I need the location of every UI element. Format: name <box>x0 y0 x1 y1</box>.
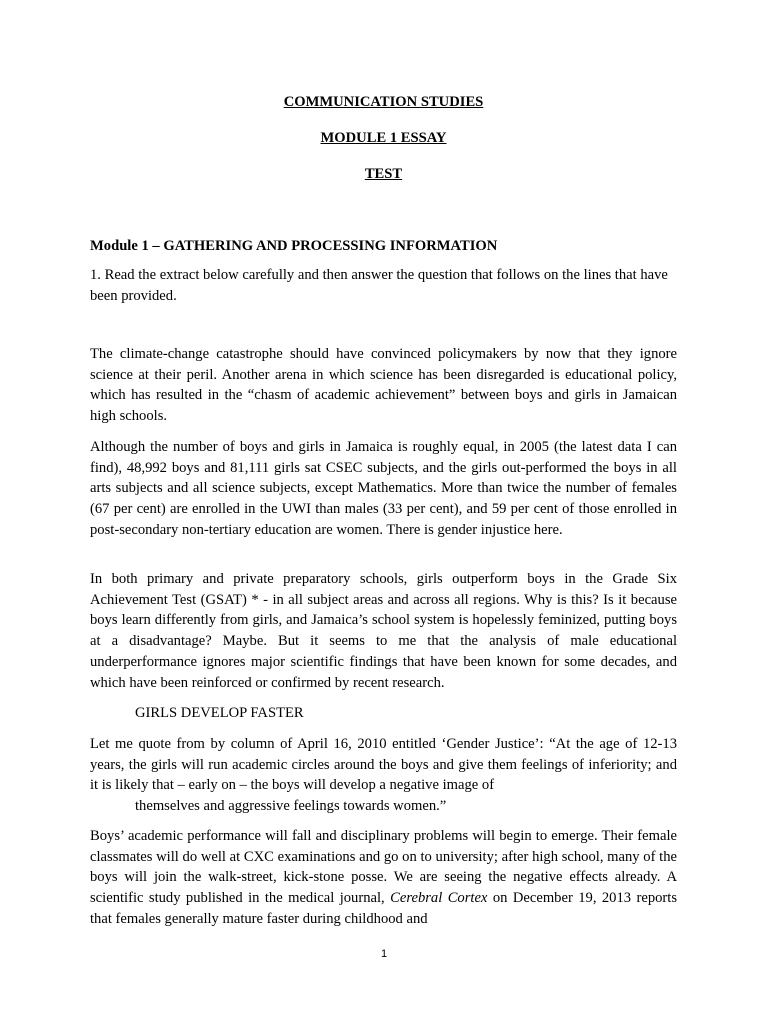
paragraph-climate: The climate-change catastrophe should have convinced policymakers by now that they ignore science at their peril. Another arena in which science has been disregarded is educational policy, which has resulted in the “chasm of academic achievement” between boys and girls in Jamaican high schools. <box>90 346 677 425</box>
paragraph-gsat: In both primary and private preparatory schools, girls outperform boys in the Grade Six Achievement Test (GSAT) * - in all subject areas and across all regions. Why is this? Is it because boys learn differently from girls, and Jamaica’s school system is hopelessly feminized, putting boys at a disadvantage? Maybe. But it seems to me that the analysis of male educational underperformance ignores major scientific findings that have been known for some decades, and which have been reinforced or confirmed by recent research. <box>90 571 677 691</box>
paragraph-quote-tail: themselves and aggressive feelings towards women.” <box>135 798 447 814</box>
subheading-girls-develop-faster: GIRLS DEVELOP FASTER <box>135 705 304 721</box>
title-module-essay: MODULE 1 ESSAY <box>320 130 447 146</box>
module-heading: Module 1 – GATHERING AND PROCESSING INFORMATION <box>90 238 498 254</box>
paragraph-enrollment: Although the number of boys and girls in Jamaica is roughly equal, in 2005 (the latest data I can find), 48,992 boys and 81,111 girls sat CSEC subjects, and the girls out-performed the boys in all arts subjects and all science subjects, except Mathematics. More than twice the number of females (67 per cent) are enrolled in the UWI than males (33 per cent), and 59 per cent of those enrolled in post-secondary non-tertiary education are women. There is gender injustice here. <box>90 439 677 538</box>
paragraph-quote: Let me quote from by column of April 16, 2010 entitled ‘Gender Justice’: “At the age of 12-13 years, the girls will run academic circles around the boys and give them feelings of inferiority; and it is likely that – early on – the boys will develop a negative image of <box>90 736 677 794</box>
title-communication-studies: COMMUNICATION STUDIES <box>283 94 484 110</box>
question-text: 1. Read the extract below carefully and then answer the question that follows on the lines that have been provided. <box>90 267 668 304</box>
page-number: 1 <box>380 948 388 960</box>
title-test: TEST <box>364 166 403 182</box>
journal-title: Cerebral Cortex <box>390 890 488 907</box>
paragraph-performance <box>90 826 677 930</box>
paragraph-performance-a: Boys’ academic performance will fall and disciplinary problems will begin to emerge. Their female classmates will do well at CXC examinations and go on to university; after high school, many of the boys will join the walk-street, kick-stone posse. We are seeing the negative effects already. A scientific study published in the medical journal, <box>90 828 677 907</box>
paragraph-performance-b: on December 19, 2013 reports that females generally mature faster during childhood and <box>90 890 678 927</box>
